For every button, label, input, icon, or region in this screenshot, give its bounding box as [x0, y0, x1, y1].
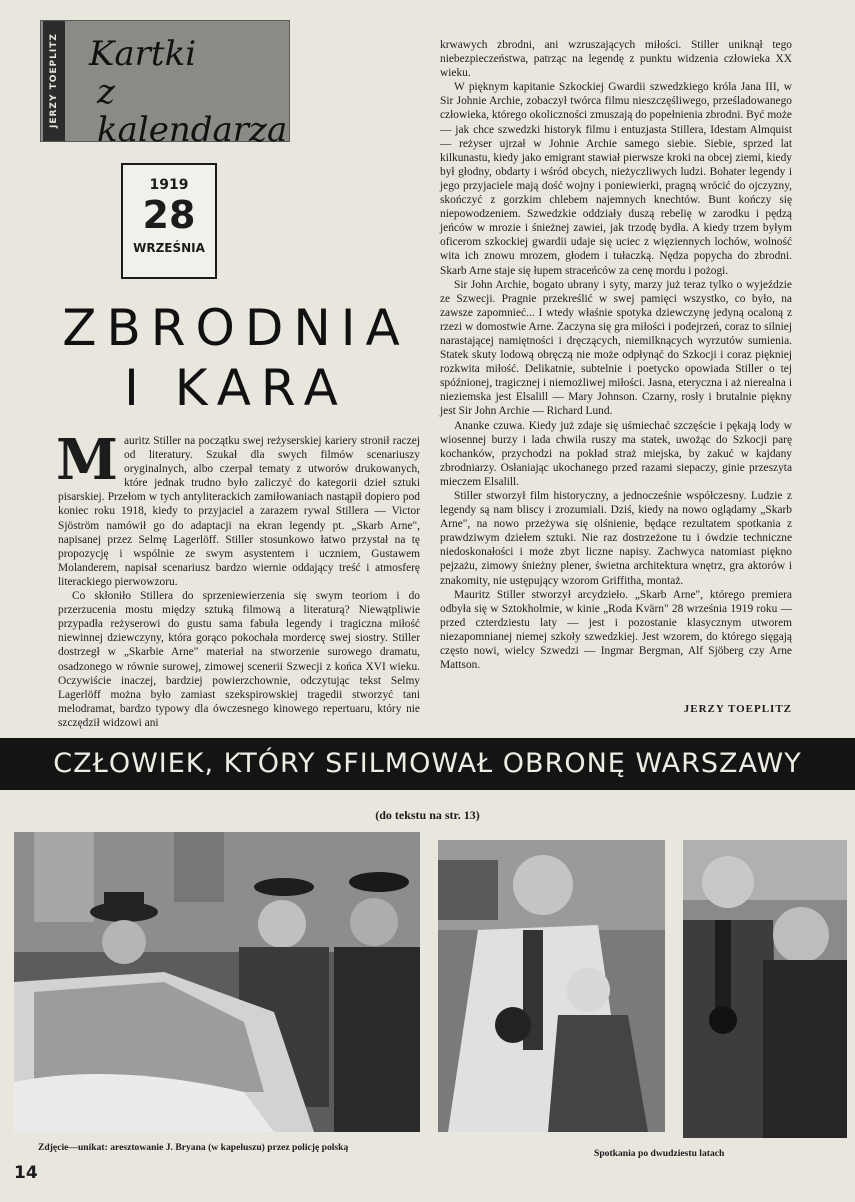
date-box	[121, 163, 217, 279]
series-title-line1: Kartki	[89, 34, 197, 74]
reunion-photo-2	[683, 840, 847, 1138]
photo-caption-reunion: Spotkania po dwudziestu latach	[594, 1148, 725, 1159]
article-paragraph: auritz Stiller na początku swej reżyserskiej kariery stronił raczej od literatury. Szukał dla swych filmów scenariuszy oryginalnych, albo czerpał tematy z utworów drukowanych, które jednak trudno było zaliczyć do kategorii dzieł sztuki pisarskiej. Przełom w tych antyliterackich zamiłowaniach nastąpił dopiero pod koniec roku 1918, kiedy to przyjaciel a zarazem rywal Stillera — Victor Sjöström namówił go do adaptacji na ekran legendy pt. „Skarb Arne", napisanej przez Selmę Lagerlöff. Stiller stosunkowo łatwo przystał na tę propozycję i wspólnie ze swym asystentem i uczniem, Gustawem Molanderem, napisał scenariusz bardzo wiernie oddający treść i atmosferę literackiego pierwowzoru.	[58, 435, 420, 588]
article-headline	[50, 298, 422, 418]
page-number: 14	[14, 1163, 38, 1183]
reunion-photo-2-image	[683, 840, 847, 1138]
article-right-column	[440, 38, 792, 672]
arrest-photo-image	[14, 832, 420, 1132]
reunion-photo-1-image	[438, 840, 665, 1132]
article-paragraph: Stiller stworzył film historyczny, a jednocześnie współczesny. Ludzie z legendy są nam bliscy i zrozumiali. Dziś, kiedy na nowo oglądamy „Skarb Arne", na nowo przeżywa się olśnienie, będące rezultatem spotkania z prawdziwym dziełem sztuki. Nie raz dostrzeżone tu i ówdzie techniczne niedoskonałości i może zbyt liczne napisy. Zachwyca natomiast piękno pejzażu, zimowy śnieżny plener, świetna architektura wnętrz, gra aktorów i znakomity, nie ustępujący wzorom Griffitha, montaż.	[440, 490, 792, 587]
date-year: 1919	[149, 177, 189, 193]
date-day: 28	[142, 193, 196, 237]
page-reference: (do tekstu na str. 13)	[375, 808, 480, 822]
article-paragraph: Ananke czuwa. Kiedy już zdaje się uśmiechać szczęście i pękają lody w wiosennej burzy i lada chwila ruszy ma statek, uwożąc do Szkocji parę kochanków, przychodzi na pokład straż miejska, by zakuć w kajdany zbrodniarzy. Osłaniając ukochanego przed razami siepaczy, ginie przeszyta mieczem Elsalill.	[440, 419, 792, 488]
series-author-strip: JERZY TOEPLITZ	[43, 21, 65, 141]
article-signature: JERZY TOEPLITZ	[683, 703, 792, 715]
series-title	[89, 34, 288, 150]
article-paragraph: Sir John Archie, bogato ubrany i syty, marzy już teraz tylko o wyjeździe ze Szwecji. Pragnie przekreślić w swej pamięci wszystko, co było, na zawsze zapomnieć... I wtedy właśnie spotyka dziewczynę jedyną ocaloną z rzezi w domostwie Arne. Zaczyna się gra miłości i podejrzeń, coraz to silniej narastającej namiętności i dręczących, niemilknących wyrzutów sumienia. Statek skuty lodową obręczą nie może odpłynąć do Szkocji i coraz piękniej rozkwita miłość. Delikatnie, subtelnie i poetycko opowiada Stiller o tej spóźnionej, tragicznej i niemożliwej miłości. Jasna, eteryczna i aż nierealna i nieziemska jest Elsalill — Mary Johnson. Czarny, rosły i brutalnie piękny jest Sir John Archie — Richard Lund.	[440, 278, 792, 418]
headline-line2: I KARA	[124, 359, 348, 417]
date-month: WRZEŚNIA	[133, 241, 205, 255]
arrest-photo	[14, 832, 420, 1132]
reunion-photo-1	[438, 840, 665, 1132]
section-banner	[0, 738, 855, 790]
article-paragraph: Co skłoniło Stillera do sprzeniewierzenia się swym teoriom i do przerzucenia mostu między sztuką filmową a literaturą? Niewątpliwie przypadła reżyserowi do gustu sama fabuła legendy i tragiczna miłość niewinnej dziewczyny, która gorąco pokochała mordercę swej siostry. Stiller dostrzegł w „Skarbie Arne" materiał na stworzenie surowego dramatu, osadzonego w równie surowej, zimowej scenerii Szwecji z końca XVI wieku. Oczywiście inaczej, bardziej powierzchownie, odczytując tekst Selmy Lagerlöff można było zamiast szekspirowskiej tragedii stworzyć tani melodramat, bardzo typowy dla ówczesnego kinowego repertuaru, który nie szczędził widzowi ani	[58, 590, 420, 729]
banner-title: CZŁOWIEK, KTÓRY SFILMOWAŁ OBRONĘ WARSZAWY	[53, 748, 802, 779]
headline-line1: ZBRODNIA	[62, 299, 410, 357]
photo-caption-arrest: Zdjęcie—unikat: aresztowanie J. Bryana (w kapeluszu) przez policję polską	[38, 1142, 349, 1153]
drop-cap: M	[56, 427, 118, 493]
series-header-box	[40, 20, 290, 150]
series-title-line2: z kalendarza	[97, 72, 288, 150]
article-paragraph: krwawych zbrodni, ani wzruszających miłości. Stiller uniknął tego niebezpieczeństwa, patrząc na legendę z punktu widzenia człowieka XX wieku.	[440, 39, 792, 80]
article-paragraph: W pięknym kapitanie Szkockiej Gwardii szwedzkiego króla Jana III, w Sir Johnie Archie, zobaczył twórca filmu nieszczęśliwego, prześladowanego człowieka, którego okoliczności zmuszają do popełnienia zbrodni. Być może — jak chce szwedzki historyk filmu i entuzjasta Stillera, Idestam Almquist — reżyser ujrzał w Johnie Archie samego siebie. Siebie, sprzed lat kilkunastu, kiedy jako emigrant stawiał pierwsze kroki na obcej ziemi, kiedy był głodny, obdarty i wśród obcych, nieżyczliwych ludzi. Bohater legendy i jego przyjaciele mają dość wojny i poniewierki, pragną wrócić do ojczyzny, skończyć z gorzkim chlebem najemnych knechtów. Bunt kończy się niepowodzeniem. Szwedzkie oddziały duszą rebelię w zarodku i pędzą jeńców w mrozie i śnieżnej zawiei, jak trzodę bydła. A kiedy trzem byłym oficerom szkockiej gwardii udaje się uciec z więziennych lochów, wolność wita ich znowu mrozem, głodem i tułaczką. Nędza popycha do zbrodni. Skarb Arne staje się łupem straceńców za cenę mordu i pożogi.	[440, 81, 792, 277]
article-paragraph: Mauritz Stiller stworzył arcydzieło. „Skarb Arne", którego premiera odbyła się w Sztokholmie, w kinie „Roda Kvärn" 28 września 1919 roku — przed czterdziestu laty — jest i pozostanie klasycznym utworem niezapomnianej niemej szkoły szwedzkiej. Jest wzorem, do którego sięgają często nowi, wielcy Szwedzi — Ingmar Bergman, Alf Sjöberg czy Arne Mattson.	[440, 588, 792, 672]
article-left-column	[56, 427, 420, 730]
